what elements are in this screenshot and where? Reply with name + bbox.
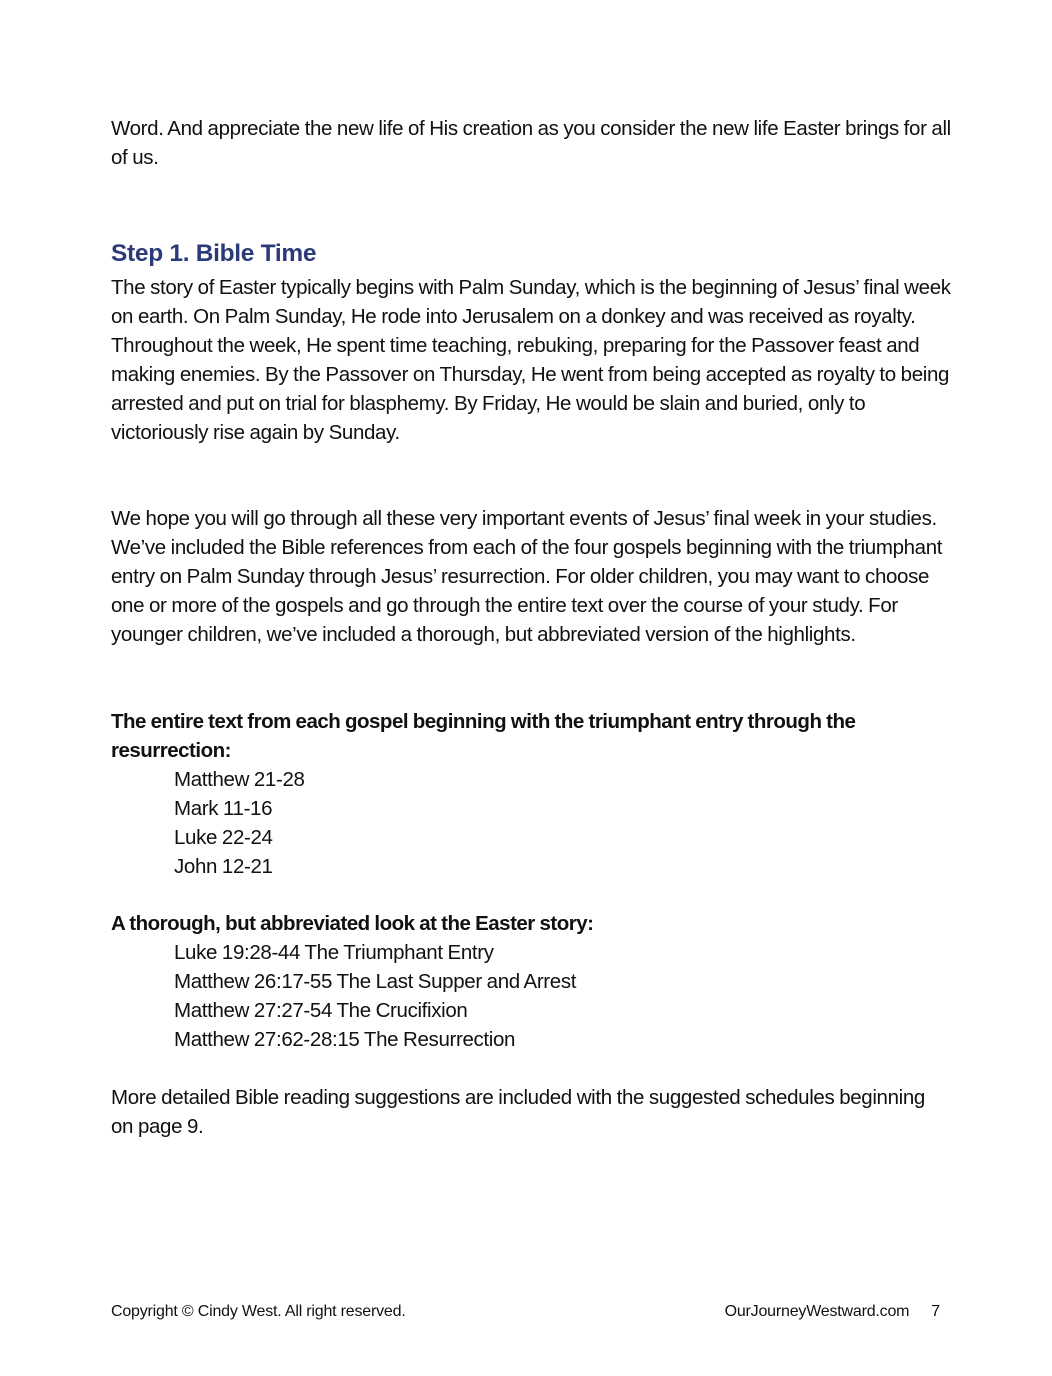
reference-item: Luke 22-24 — [174, 826, 273, 849]
copyright-notice: Copyright © Cindy West. All right reserved. — [111, 1303, 406, 1320]
section-heading: Step 1. Bible Time — [111, 240, 317, 267]
reference-item: Matthew 26:17-55 The Last Supper and Arrest — [174, 970, 577, 993]
intro-paragraph: Word. And appreciate the new life of His creation as you consider the new life Easter brings for all of us. — [111, 117, 951, 169]
website-link[interactable]: OurJourneyWestward.com — [724, 1303, 910, 1320]
reference-item: Mark 11-16 — [174, 797, 273, 820]
reference-item: Matthew 27:27-54 The Crucifixion — [174, 999, 468, 1022]
abbreviated-heading: A thorough, but abbreviated look at the Easter story: — [111, 912, 594, 935]
reference-item: Matthew 21-28 — [174, 768, 305, 791]
entire-text-section — [111, 707, 951, 881]
footer-right — [725, 1303, 940, 1321]
entire-text-reference-list — [111, 765, 951, 881]
page-footer — [111, 1303, 940, 1325]
hope-paragraph: We hope you will go through all these very important events of Jesus’ final week in your studies. We’ve included the Bible references from each of the four gospels beginning with the triumphant entry on Palm Sunday through Jesus’ resurrection. For older children, you may want to choose one or more of the gospels and go through the entire text over the course of your study. For younger children, we’ve included a thorough, but abbreviated version of the highlights. — [111, 507, 943, 646]
reference-item: Luke 19:28-44 The Triumphant Entry — [174, 941, 494, 964]
entire-text-heading: The entire text from each gospel beginning with the triumphant entry through the resurrection: — [111, 710, 856, 762]
reference-item: John 12-21 — [174, 855, 273, 878]
story-paragraph: The story of Easter typically begins with Palm Sunday, which is the beginning of Jesus’ final week on earth. On Palm Sunday, He rode into Jerusalem on a donkey and was received as royalty. Throughout the week, He spent time teaching, rebuking, preparing for the Passover feast and making enemies. By the Passover on Thursday, He went from being accepted as royalty to being arrested and put on trial for blasphemy. By Friday, He would be slain and buried, only to victoriously rise again by Sunday. — [111, 276, 951, 444]
abbreviated-section — [111, 909, 951, 1054]
page-number: 7 — [931, 1303, 940, 1320]
abbreviated-reference-list — [111, 938, 951, 1054]
reference-item: Matthew 27:62-28:15 The Resurrection — [174, 1028, 516, 1051]
more-suggestions-paragraph: More detailed Bible reading suggestions are included with the suggested schedules beginning on page 9. — [111, 1086, 925, 1138]
